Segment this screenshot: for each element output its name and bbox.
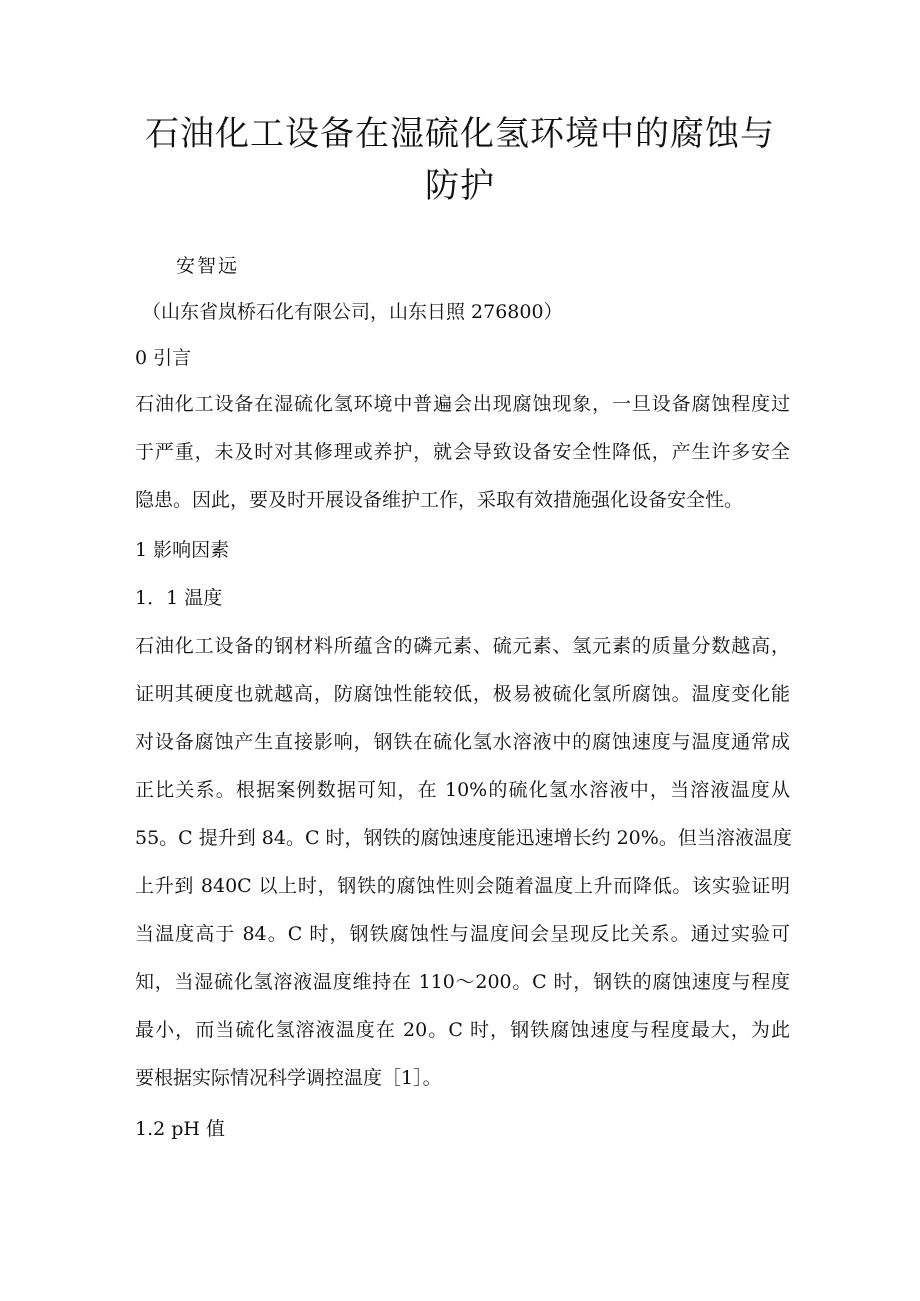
paragraph-line: 要根据实际情况科学调控温度［1］。 (135, 1067, 442, 1089)
paragraph-temperature (135, 634, 790, 1114)
paragraph-line: 最小，而当硫化氢溶液温度在 20。C 时，钢铁腐蚀速度与程度最大，为此 (135, 1019, 790, 1041)
section-heading-introduction: 0 引言 (135, 347, 192, 369)
affiliation: （山东省岚桥石化有限公司，山东日照 276800） (142, 301, 563, 323)
section-heading-factors: 1 影响因素 (135, 539, 230, 561)
paragraph-line: 隐患。因此，要及时开展设备维护工作，采取有效措施强化设备安全性。 (135, 489, 744, 511)
paragraph-line: 石油化工设备在湿硫化氢环境中普遍会出现腐蚀现象，一旦设备腐蚀程度过 (135, 393, 790, 415)
author: 安智远 (176, 255, 240, 277)
section-heading-ph-value: 1.2 pH 值 (135, 1118, 226, 1140)
section-heading-temperature: 1．1 温度 (135, 587, 223, 609)
paragraph-line: 知，当湿硫化氢溶液温度维持在 110～200。C 时，钢铁的腐蚀速度与程度 (135, 971, 790, 993)
paragraph-line: 上升到 840C 以上时，钢铁的腐蚀性则会随着温度上升而降低。该实验证明 (135, 875, 790, 897)
paragraph-introduction (135, 392, 790, 536)
paragraph-line: 于严重，未及时对其修理或养护，就会导致设备安全性降低，产生许多安全 (135, 441, 790, 463)
paragraph-line: 当温度高于 84。C 时，钢铁腐蚀性与温度间会呈现反比关系。通过实验可 (135, 923, 790, 945)
paragraph-line: 证明其硬度也就越高，防腐蚀性能较低，极易被硫化氢所腐蚀。温度变化能 (135, 683, 790, 705)
paragraph-line: 55。C 提升到 84。C 时，钢铁的腐蚀速度能迅速增长约 20%。但当溶液温度 (135, 827, 792, 849)
paragraph-line: 石油化工设备的钢材料所蕴含的磷元素、硫元素、氢元素的质量分数越高， (135, 635, 790, 657)
title-line-1: 石油化工设备在湿硫化氢环境中的腐蚀与 (145, 114, 775, 154)
paragraph-line: 正比关系。根据案例数据可知，在 10%的硫化氢水溶液中，当溶液温度从 (135, 779, 790, 801)
document-title (110, 108, 810, 212)
paragraph-line: 对设备腐蚀产生直接影响，钢铁在硫化氢水溶液中的腐蚀速度与温度通常成 (135, 731, 790, 753)
title-line-2: 防护 (425, 166, 495, 206)
